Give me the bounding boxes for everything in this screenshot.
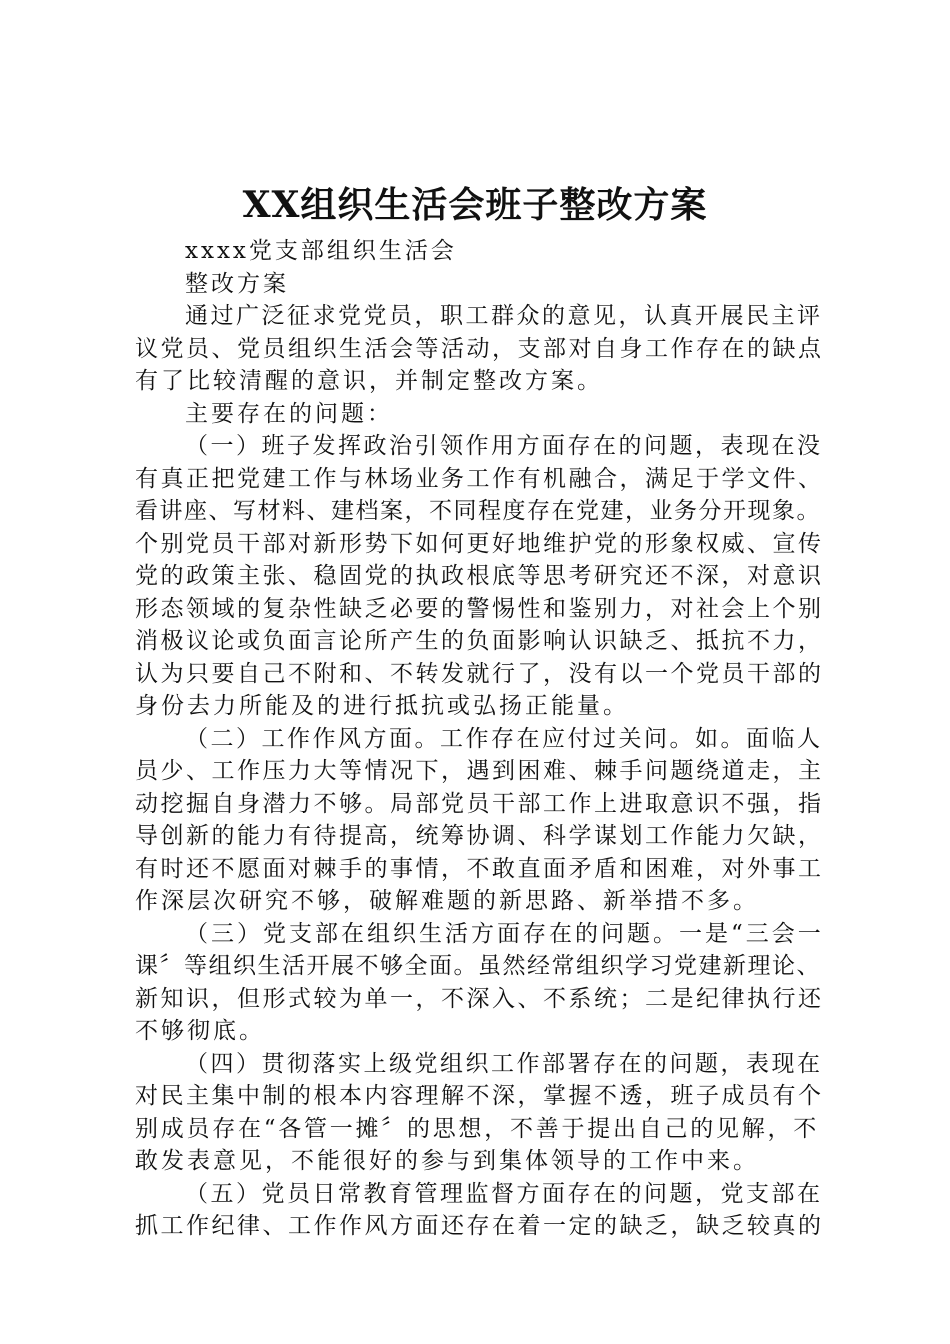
text-line: 主要存在的问题： — [185, 400, 393, 427]
text-line: 有时还不愿面对棘手的事情，不敢直面矛盾和困难，对外事工 — [135, 855, 824, 882]
text-line: （四）贯彻落实上级党组织工作部署存在的问题，表现在 — [185, 1050, 823, 1077]
text-line: 作深层次研究不够，破解难题的新思路、新举措不多。 — [135, 888, 759, 914]
text-line: 有真正把党建工作与林场业务工作有机融合，满足于学文件、 — [135, 465, 824, 492]
text-line: 整改方案 — [185, 270, 289, 297]
text-line: 员少、工作压力大等情况下，遇到困难、棘手问题绕道走，主 — [135, 758, 824, 784]
text-line: 认为只要自己不附和、不转发就行了，没有以一个党员干部的 — [135, 660, 824, 687]
text-line: 课〞等组织生活开展不够全面。虽然经常组织学习党建新理论、 — [135, 953, 821, 979]
text-line: xxxx党支部组织生活会 — [185, 238, 457, 264]
text-line: 别成员存在“各管一摊〞的思想，不善于提出自己的见解，不 — [135, 1115, 820, 1142]
text-line: 看讲座、写材料、建档案，不同程度存在党建，业务分开现象。 — [135, 498, 821, 524]
document-body — [135, 235, 825, 1243]
text-line: 动挖掘自身潜力不够。局部党员干部工作上进取意识不强，指 — [135, 790, 824, 817]
document-title: XX组织生活会班子整改方案 — [242, 184, 708, 226]
text-line: 抓工作纪律、工作作风方面还存在着一定的缺乏，缺乏较真的 — [135, 1213, 824, 1239]
text-line: （一）班子发挥政治引领作用方面存在的问题，表现在没 — [185, 433, 823, 459]
text-line: 新知识，但形式较为单一，不深入、不系统；二是纪律执行还 — [135, 985, 824, 1012]
text-line: 通过广泛征求党党员，职工群众的意见，认真开展民主评 — [185, 303, 823, 329]
text-line: 个别党员干部对新形势下如何更好地维护党的形象权威、宣传 — [135, 530, 824, 557]
text-line: 导创新的能力有待提高，统筹协调、科学谋划工作能力欠缺， — [135, 823, 824, 849]
text-line: （二）工作作风方面。工作存在应付过关问。如。面临人 — [185, 725, 823, 752]
text-line: 形态领域的复杂性缺乏必要的警惕性和鉴别力，对社会上个别 — [135, 595, 824, 622]
text-line: 消极议论或负面言论所产生的负面影响认识缺乏、抵抗不力， — [135, 628, 824, 654]
text-line: （五）党员日常教育管理监督方面存在的问题，党支部在 — [185, 1180, 823, 1207]
text-line: （三）党支部在组织生活方面存在的问题。一是“三会一 — [185, 920, 824, 947]
text-line: 敢发表意见，不能很好的参与到集体领导的工作中来。 — [135, 1148, 759, 1174]
text-line: 不够彻底。 — [135, 1018, 265, 1044]
text-line: 对民主集中制的根本内容理解不深，掌握不透，班子成员有个 — [135, 1083, 824, 1109]
text-line: 有了比较清醒的意识，并制定整改方案。 — [135, 368, 603, 394]
text-line: 身份去力所能及的进行抵抗或弘扬正能量。 — [135, 693, 629, 719]
text-line: 党的政策主张、稳固党的执政根底等思考研究还不深，对意识 — [135, 563, 824, 589]
text-line: 议党员、党员组织生活会等活动，支部对自身工作存在的缺点 — [135, 335, 824, 362]
